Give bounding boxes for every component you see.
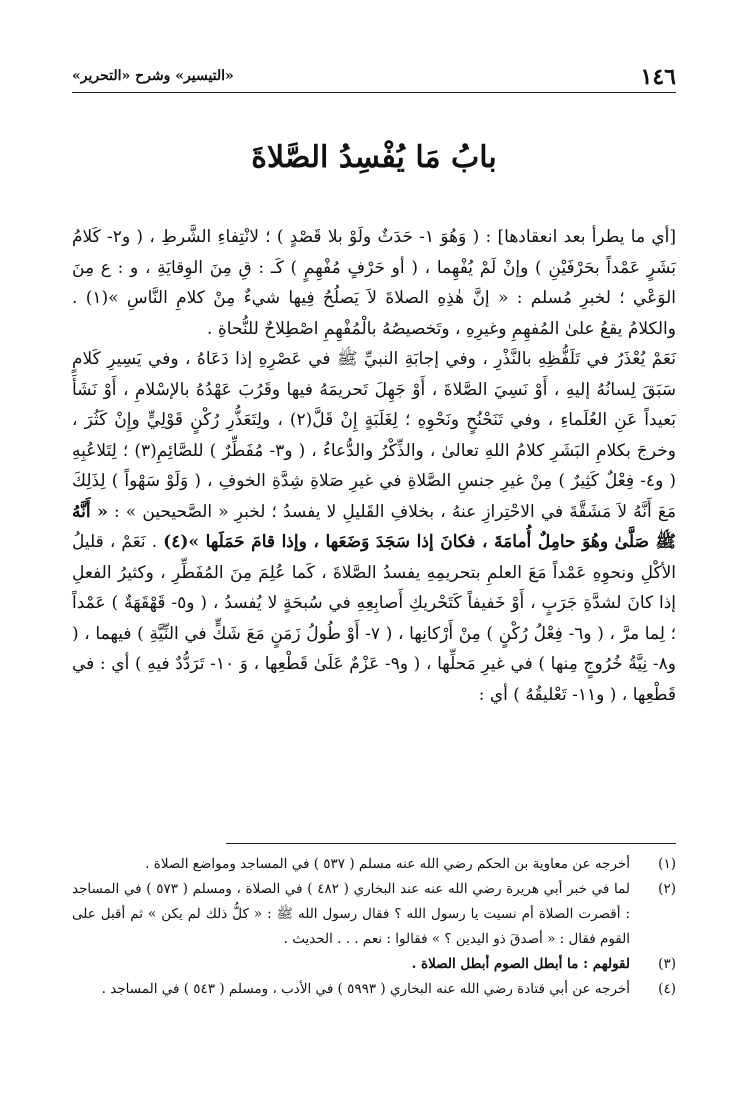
page-header bbox=[72, 58, 676, 92]
footnote-number: (٤) bbox=[658, 981, 676, 997]
hadith-quote: « أَنَّهُ ﷺ صَلَّىٰ وهُوَ حامِلٌ أُمامَةَ ، فكانَ إذا سَجَدَ وَضَعَها ، وإذا قامَ حَمَلَها »(٤) bbox=[72, 501, 677, 552]
footnote-text: أخرجه عن معاوية بن الحكم رضي الله عنه مسلم ( ٥٣٧ ) في المساجد ومواضع الصلاة . bbox=[145, 856, 630, 872]
footnote-text: لقولهم : ما أبطل الصوم أبطل الصلاة . bbox=[411, 956, 630, 972]
footnote-item bbox=[72, 952, 676, 977]
paragraph-1: [أي ما يطرأ بعد انعقادها] : ( وَهُوَ ١- حَدَثٌ ولَوْ بلا قَصْدٍ ) ؛ لانْتِفاءِ الشَّرطِ ، ( و٢- كَلامُ بَشَرٍ عَمْداً بحَرْفَيْنِ ) وإنْ لَمْ يُفْهِما ، ( أو حَرْفٍ مُفْهِمٍ ) كَـ : قِ مِنَ الوِقايَةِ ، و : ع مِنَ الوَعْي ؛ لخبرِ مُسلم : « إنَّ هٰذِهِ الصلاةَ لاَ يَصلُحُ فِيها شيءٌ مِنْ كلامِ النَّاسِ »(١) . والكلامُ يقعُ علىٰ المُفهِمِ وغيرِهِ ، وتَخصيصُهُ بالْمُفْهِمِ اصْطِلاحٌ للنُّحاةِ . bbox=[72, 227, 676, 339]
footnote-number: (٢) bbox=[658, 881, 676, 897]
book-title: «التيسير» وشرح «التحرير» bbox=[72, 68, 234, 84]
main-text bbox=[72, 222, 676, 710]
footnote-text: لما في خبر أبي هريرة رضي الله عنه عند البخاري ( ٤٨٢ ) في الصلاة ، ومسلم ( ٥٧٣ ) في المساجد : أقصرت الصلاة أم نسيت يا رسول الله ؟ فقال رسول الله ﷺ : « كلُّ ذلك لم يكن » ثم أقبل على القوم فقال : « أصدقَ ذو اليدين ؟ » فقالوا : نعم . . . الحديث . bbox=[72, 881, 630, 947]
paragraph-2 bbox=[72, 344, 676, 710]
chapter-title: بابُ مَا يُفْسِدُ الصَّلاةَ bbox=[251, 140, 497, 175]
page-number: ١٤٦ bbox=[640, 64, 676, 90]
paragraph-3-text: . نَعَمْ ، قليلُ الأكْلِ ونحوِهِ عَمْداً مَعَ العلمِ بتحريمِهِ يفسدُ الصَّلاةَ ، كَما عُلِمَ مِنَ المُفَطِّرِ ، وكثيرُ الفعلِ إذا كانَ لشدَّةِ جَرَبٍ ، أَوْ خَفيفاً كَتَحْريكِ أَصابِعِهِ في سُبحَةٍ لا يُفسدُ ، ( و٥- قَهْقَهَةٌ ) عَمْداً ؛ لِما مرَّ ، ( و٦- فِعْلُ رُكْنٍ ) مِنْ أَرْكانِها ، ( ٧- أَوْ طُولُ زَمَنٍ مَعَ شَكٍّ في النِّيَّةِ ) فيهما ، ( و٨- نِيَّةُ خُرُوجٍ مِنها ) في غيرِ مَحلِّها ، ( و٩- عَزْمٌ عَلَىٰ قَطْعِها ، وَ ١٠- تَرَدُّدٌ فيهِ ) أي : في قَطْعِها ، ( و١١- تَعْليقُهُ ) أي : bbox=[72, 532, 677, 705]
footnote-item bbox=[72, 977, 676, 1002]
footnote-item bbox=[72, 852, 676, 877]
footnote-item bbox=[72, 877, 676, 952]
footnote-rule bbox=[226, 843, 676, 844]
footnotes bbox=[72, 852, 676, 1002]
paragraph-2-text: نَعَمْ يُعْذَرُ في تَلَفُّظِهِ بالنَّذْرِ ، وفي إجابَةِ النبيِّ ﷺ في عَصْرِهِ إذا دَعَاهُ ، وفي يَسِيرِ كَلامٍ سَبَقَ لِسانُهُ إليهِ ، أَوْ نَسِيَ الصَّلاةَ ، أَوْ جَهِلَ تَحريمَهُ فيها وقَرُبَ عَهْدُهُ بالإسْلامِ ، أَوْ نَشَأَ بَعيداً عَنِ العُلَماءِ ، وفي تَنَحْنُحٍ ونَحْوِهِ ؛ لِغَلَبَةٍ إِنْ قَلَّ(٢) ، ولِتَعَذُّرِ رُكْنٍ قَوْلِيٍّ وإِنْ كَثُرَ ، وخرجَ بكلامِ البَشَرِ كلامُ اللهِ تعالىٰ ، والذِّكْرُ والدُّعاءُ ، ( و٣- مُفَطِّرٌ ) للصَّائِمِ(٣) ؛ لِتَلاعُبِهِ ( و٤- فِعْلٌ كَثِيرٌ ) مِنْ غيرِ جنسِ الصَّلاةِ في غيرِ صَلاةِ شِدَّةِ الخوفِ ، ( وَلَوْ سَهْواً ) لِذَلِكَ مَعَ أَنَّهُ لاَ مَشَقَّةَ في الاحْتِرازِ عنهُ ، بخلافِ القَليلِ لا يفسدُ ؛ لخبرِ « الصَّحيحين » : bbox=[72, 349, 676, 522]
footnote-number: (١) bbox=[658, 856, 676, 872]
footnote-number: (٣) bbox=[658, 956, 676, 972]
footnote-text: أخرجه عن أبي قتادة رضي الله عنه البخاري ( ٥٩٩٣ ) في الأدب ، ومسلم ( ٥٤٣ ) في المساجد . bbox=[101, 981, 630, 997]
header-rule bbox=[72, 92, 676, 93]
